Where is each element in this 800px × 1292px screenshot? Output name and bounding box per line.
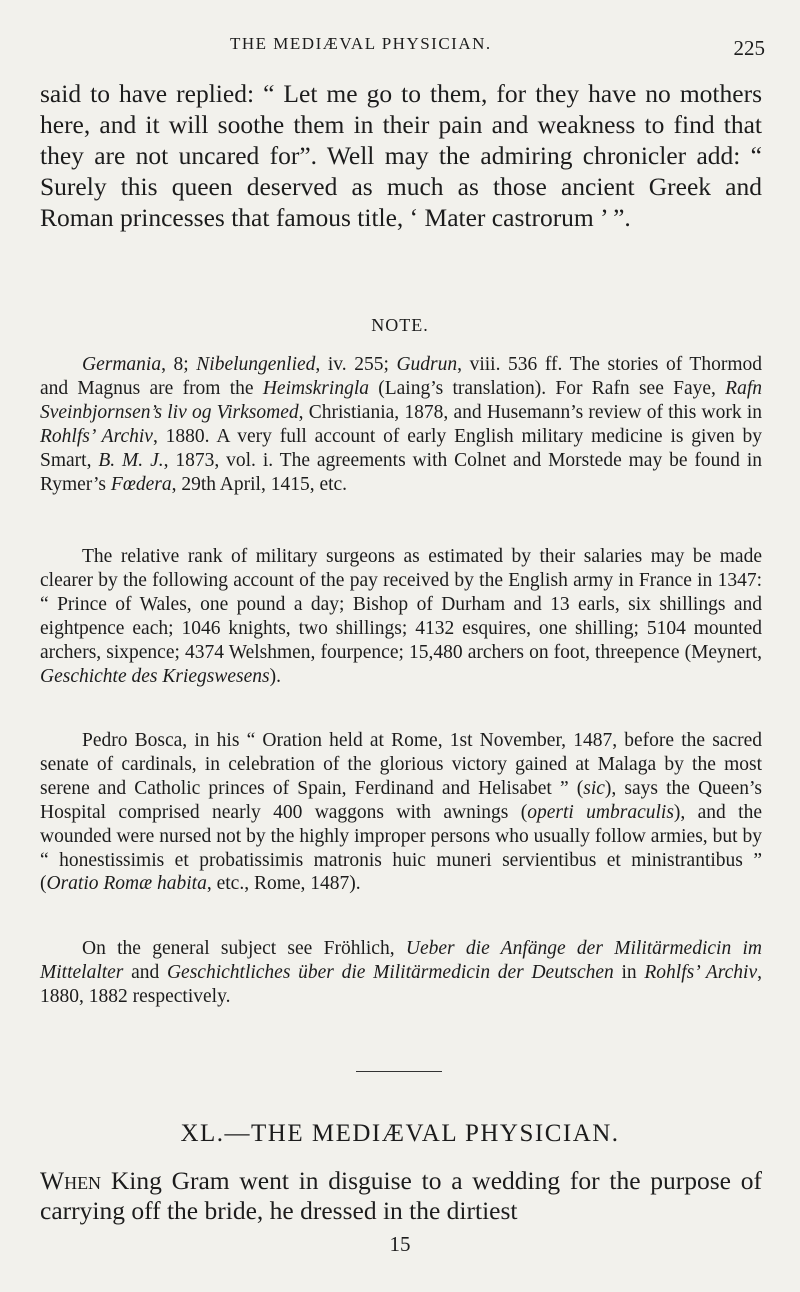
note-paragraph-2: The relative rank of military surgeons as estimated by their salaries may be made clearer by the following account of the pay received by the English army in France in 1347: “ Prince of Wales, one pound a day; Bishop of Durham and 13 earls, six shillings and eightpence each; 1046 knights, two shillings; 4132 esquires, one shilling; 5104 mounted archers, sixpence; 4374 Welshmen, fourpence; 15,480 archers on foot, threepence (Meynert, Geschichte des Kriegswesens). [40,546,762,687]
page-number: 225 [733,36,765,60]
signature-mark: 15 [389,1232,411,1256]
phrase-operti: operti umbraculis [527,801,674,823]
title-nibelungenlied: Nibelungenlied [196,354,316,375]
title-rafn: Rafn Sveinbjornsen’s liv og Virksomed [40,377,762,423]
chapter-heading: XL.—THE MEDIÆVAL PHYSICIAN. [180,1120,620,1147]
title-oratio: Oratio Romæ habita [46,873,207,895]
note-heading: NOTE. [371,315,429,335]
title-heimskringla: Heimskringla [262,377,369,399]
title-gudrun: Gudrun [396,354,458,375]
chapter-opening-paragraph: When King Gram went in disguise to a wedding for the purpose of carrying off the bride, he dressed in the dirtiest [40,1166,762,1225]
note-paragraph-1: Germania, 8; Nibelungenlied, iv. 255; Gudrun, viii. 536 ff. The stories of Thormod and Magnus are from the Heimskringla (Laing’s translation). For Rafn see Faye, Rafn Sveinbjornsen’s liv og Virksomed, Christiania, 1878, and Husemann’s review of this work in Rohlfs’ Archiv, 1880. A very full account of early English military medicine is given by Smart, B. M. J., 1873, vol. i. The agreements with Colnet and Morstede may be found in Rymer’s Fœdera, 29th April, 1415, etc. [40,354,762,495]
chapter-first-word: When [40,1166,102,1195]
running-title: THE MEDIÆVAL PHYSICIAN. [230,34,492,53]
title-rohlfs-archiv-2: Rohlfs’ Archiv [644,961,758,983]
note-paragraph-4: On the general subject see Fröhlich, Ueber die Anfänge der Militärmedicin im Mittelalter and Geschichtliches über die Militärmedicin der Deutschen in Rohlfs’ Archiv, 1880, 1882 respectively. [40,938,763,1007]
section-divider [356,1071,442,1072]
title-ueber: Ueber die Anfänge der Militärmedicin im Mittelalter [40,938,762,983]
title-geschichte: Geschichte des Kriegswesens [40,665,270,687]
title-geschichtliches: Geschichtliches über die Militärmedicin der Deutschen [166,961,614,983]
title-germania: Germania [82,354,162,375]
note-paragraph-3: Pedro Bosca, in his “ Oration held at Rome, 1st November, 1487, before the sacred senate of cardinals, in celebration of the glorious victory gained at Malaga by the most serene and Catholic princes of Spain, Ferdinand and Helisabet ” (sic), says the Queen’s Hospital comprised nearly 400 waggons with awnings (operti umbraculis), and the wounded were nursed not by the highly improper persons who usually follow armies, but by “ honestissimis et probatissimis matronis huic muneri servientibus et ministrantibus ” (Oratio Romæ habita, etc., Rome, 1487). [40,730,762,895]
word-sic: sic [583,777,605,799]
title-bmj: B. M. J. [98,449,164,471]
title-foedera: Fœdera [110,473,172,495]
title-rohlfs-archiv: Rohlfs’ Archiv [40,425,153,447]
page-header [40,30,765,60]
main-paragraph: said to have replied: “ Let me go to them, for they have no mothers here, and it will soothe them in their pain and weakness to find that they are not uncared for”. Well may the admiring chronicler add: “ Surely this queen deserved as much as those ancient Greek and Roman princesses that famous title, ‘ Mater castrorum ’ ”. [40,79,762,232]
